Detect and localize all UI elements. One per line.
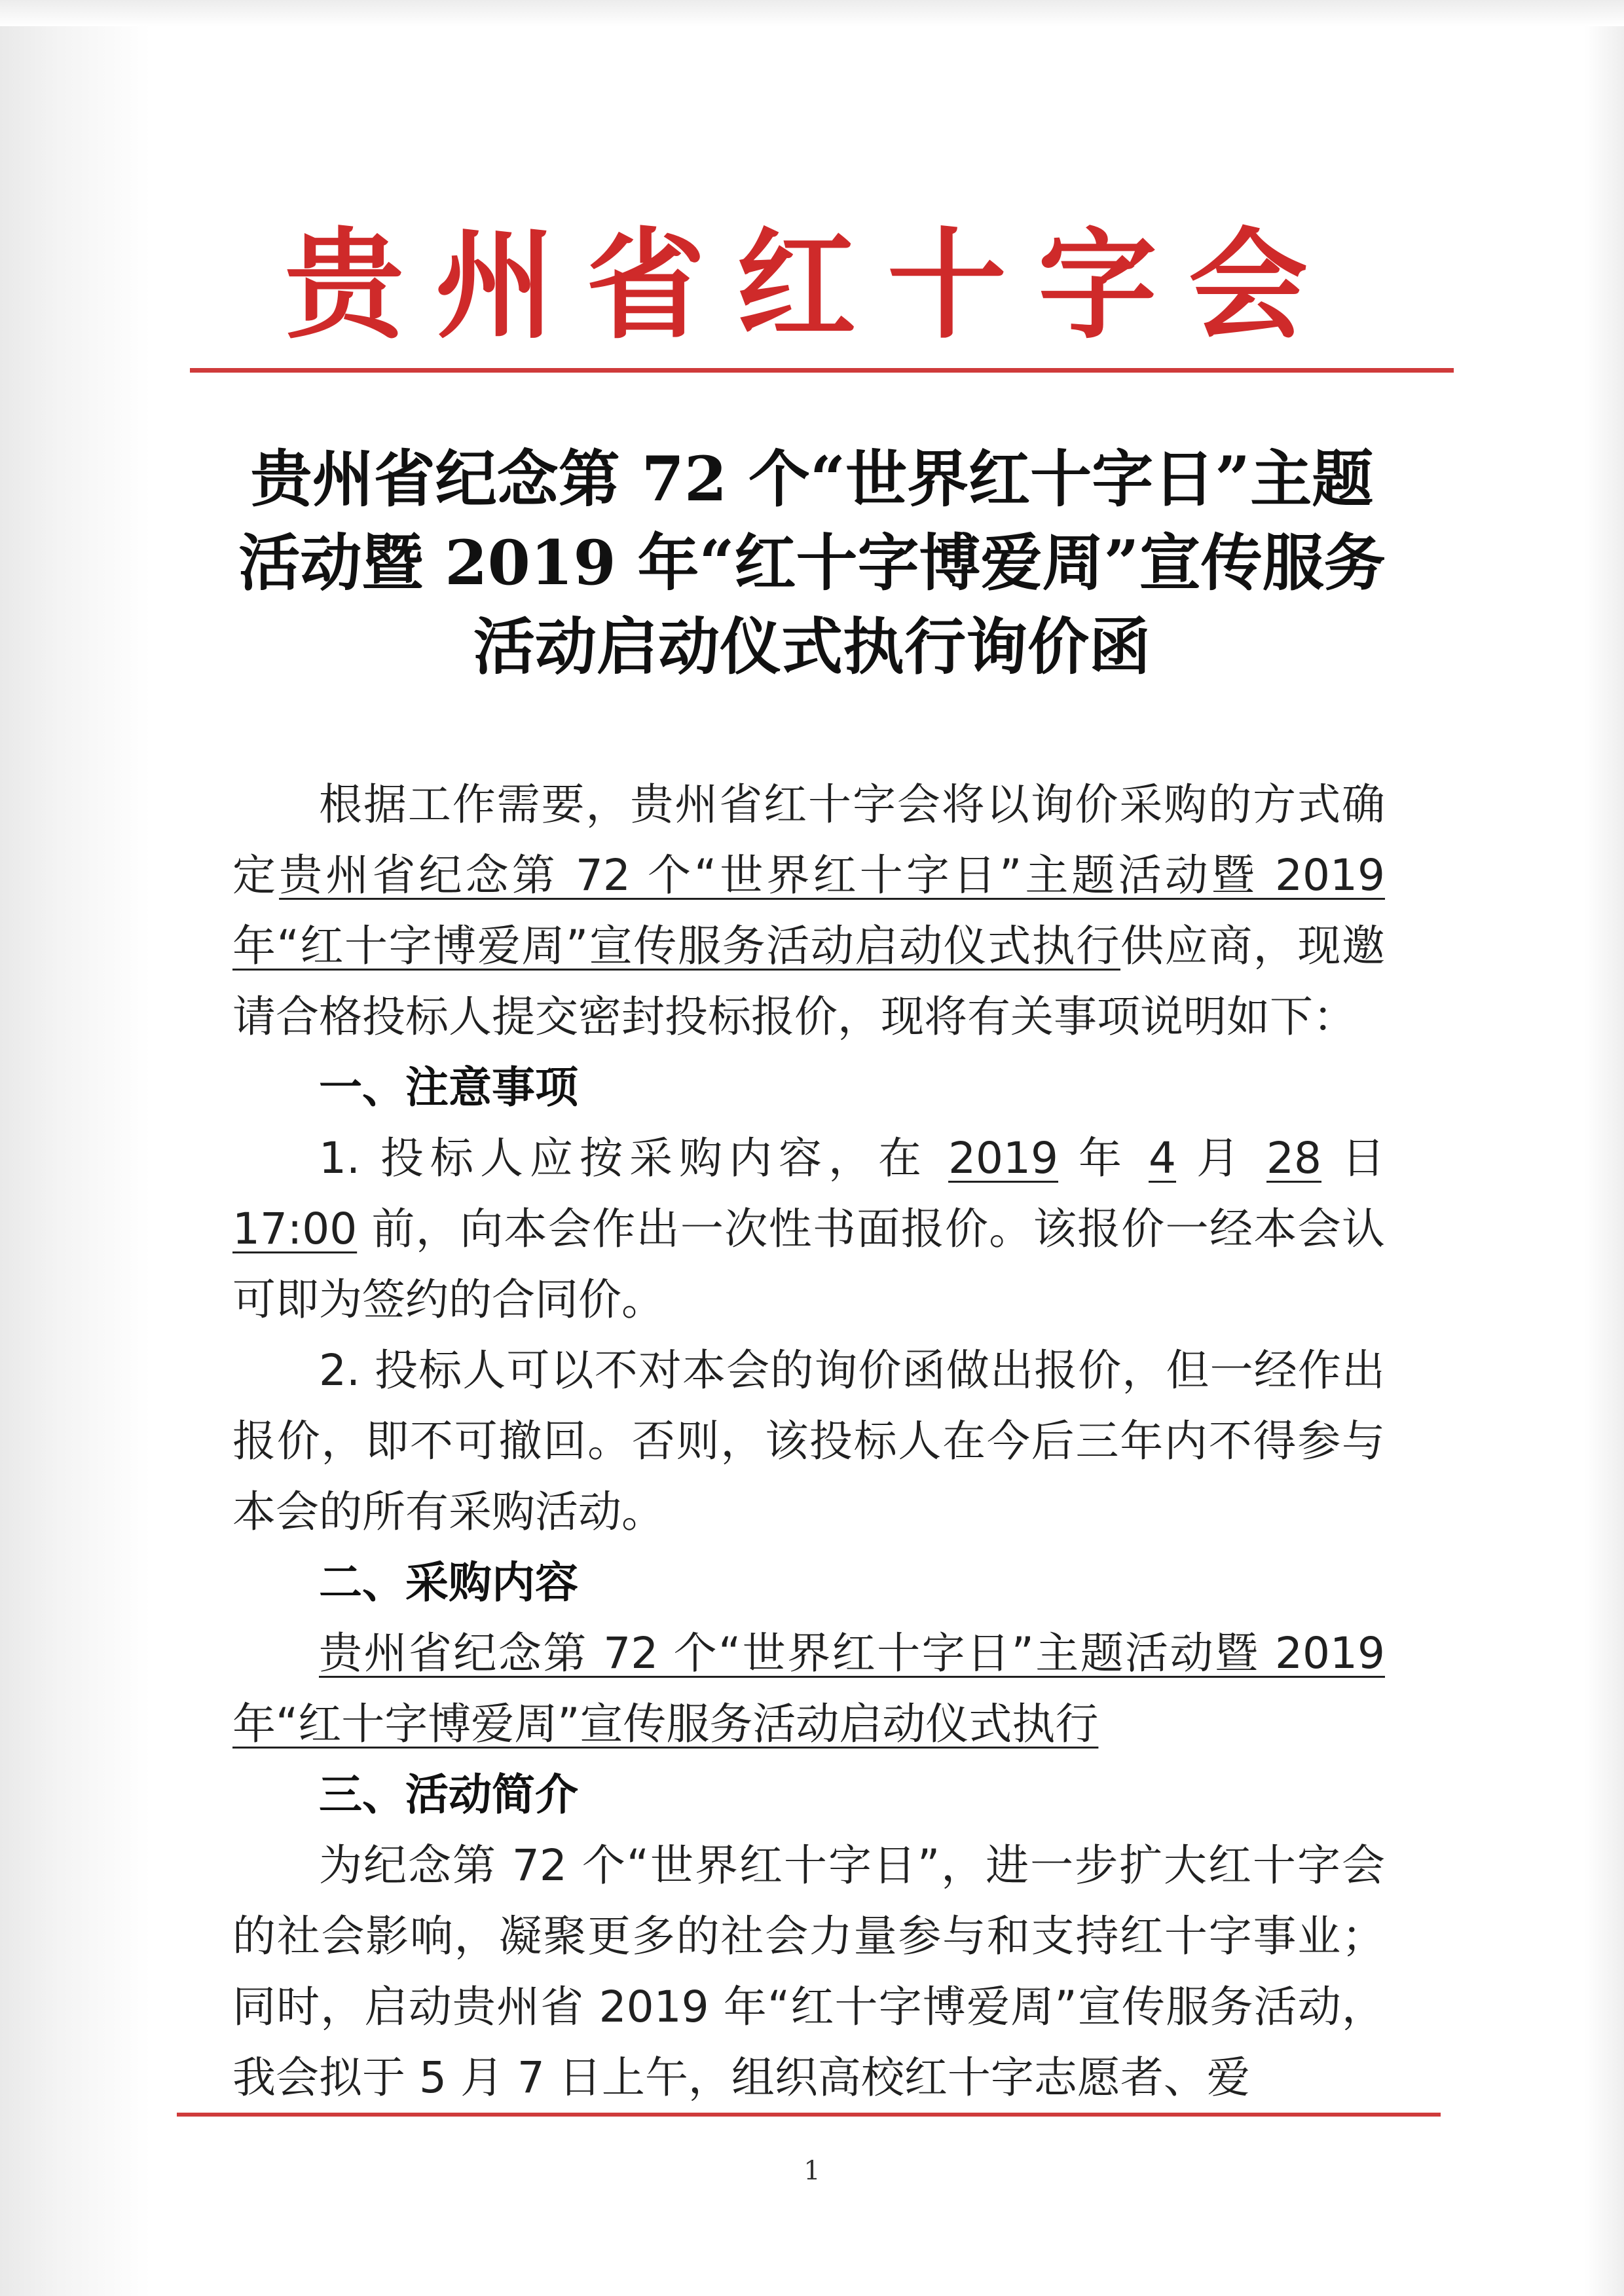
section-2-content [232,1618,1385,1760]
item1-text-month: 月 [1176,1133,1267,1183]
section-2-heading: 二、采购内容 [319,1557,578,1608]
document-body [232,769,1385,2113]
item1-lead: 1. 投标人应按采购内容，在 [319,1133,949,1183]
scan-shadow-right [1585,0,1624,2296]
document-title [223,437,1401,689]
section-3-heading: 三、活动简介 [319,1769,578,1820]
page-number: 1 [803,2156,821,2186]
deadline-time: 17:00 [232,1204,358,1254]
item1-text-year: 年 [1058,1133,1149,1183]
section-1-item-2: 2. 投标人可以不对本会的询价函做出报价，但一经作出报价，即不可撤回。否则，该投标人在今后三年内不得参与本会的所有采购活动。 [232,1345,1385,1537]
procurement-content: 贵州省纪念第 72 个“世界红十字日”主题活动暨 2019 年“红十字博爱周”宣传服务活动启动仪式执行 [232,1628,1385,1749]
deadline-month: 4 [1149,1133,1177,1183]
letterhead-title: 贵州省红十字会 [285,215,1339,355]
title-line-3: 活动启动仪式执行询价函 [473,611,1151,683]
scan-shadow-left [0,0,151,2296]
intro-paragraph [232,769,1385,1052]
letterhead-red-rule [190,368,1454,373]
section-1-item-1 [232,1123,1385,1335]
section-1-heading: 一、注意事项 [319,1062,578,1113]
item1-tail: 前，向本会作出一次性书面报价。该报价一经本会认可即为签约的合同价。 [232,1204,1385,1325]
title-line-1: 贵州省纪念第 72 个“世界红十字日”主题 [250,443,1374,515]
section-3-text: 为纪念第 72 个“世界红十字日”，进一步扩大红十字会的社会影响，凝聚更多的社会力量参与和支持红十字事业；同时，启动贵州省 2019 年“红十字博爱周”宣传服务活动，我会拟于 5 月 7 日上午，组织高校红十字志愿者、爱 [232,1840,1385,2103]
intro-project-name: 贵州省纪念第 72 个“世界红十字日”主题活动暨 2019 年“红十字博爱周”宣传服务活动启动仪式执行 [232,850,1386,971]
item1-text-day: 日 [1321,1133,1386,1183]
footer-red-rule [177,2113,1441,2117]
scan-shadow-top [0,0,1624,26]
intro-lead: 根据工作需要，贵州省红十字会将以询价采购的方式确定 [232,779,1385,900]
deadline-day: 28 [1266,1133,1322,1183]
intro-tail: 供应商，现邀请合格投标人提交密封投标报价，现将有关事项说明如下： [232,921,1386,1042]
title-line-2: 活动暨 2019 年“红十字博爱周”宣传服务 [238,527,1386,599]
deadline-year: 2019 [948,1133,1059,1183]
